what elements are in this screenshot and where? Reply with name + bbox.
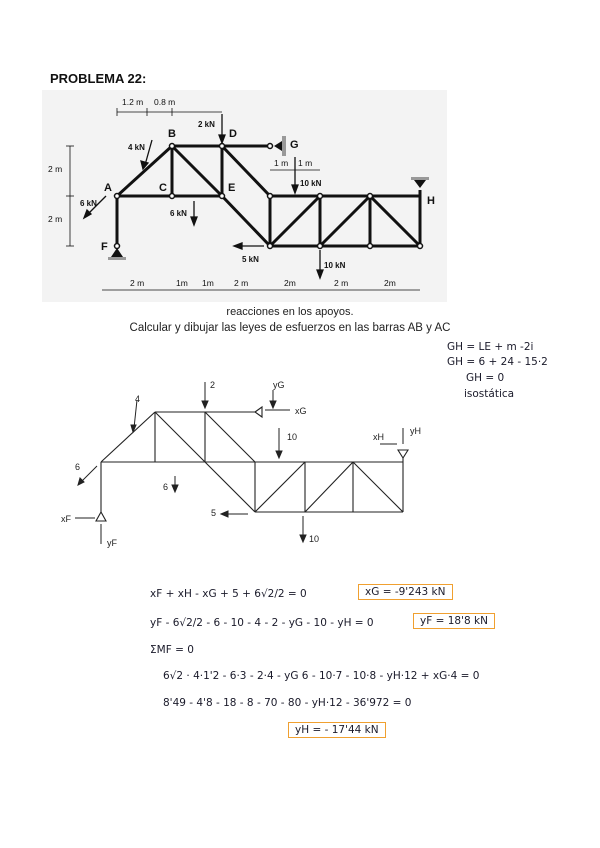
truss-figure bbox=[42, 90, 447, 302]
dim-label: 2m bbox=[284, 278, 296, 288]
dim-label: 0.8 m bbox=[154, 97, 176, 107]
note-isostatic: isostática bbox=[464, 388, 515, 400]
node-label: H bbox=[427, 195, 435, 207]
equation-moment-expanded: 6√2 · 4·1'2 - 6·3 - 2·4 - yG 6 - 10·7 - 10·8 - yH·12 + xG·4 = 0 bbox=[163, 670, 480, 682]
node-label: C bbox=[159, 182, 167, 194]
sketch-label: 6 bbox=[163, 482, 169, 492]
note-formula: GH = LE + m -2i bbox=[447, 341, 534, 353]
subtitle-task: Calcular y dibujar las leyes de esfuerzos en las barras AB y AC bbox=[129, 322, 451, 334]
note-result: GH = 0 bbox=[466, 372, 505, 384]
node-label: B bbox=[168, 128, 176, 140]
truss-sketch bbox=[55, 378, 435, 550]
subtitle-reactions: reacciones en los apoyos. bbox=[226, 306, 354, 318]
equation-sum-y: yF - 6√2/2 - 6 - 10 - 4 - 2 - yG - 10 - yH = 0 bbox=[150, 617, 374, 629]
node-label: F bbox=[101, 241, 108, 253]
dim-label: 1m bbox=[202, 278, 214, 288]
node-label: E bbox=[228, 182, 236, 194]
dim-label: 2 m bbox=[48, 214, 63, 224]
sketch-label: yG bbox=[273, 380, 285, 390]
equation-moment-F: ΣMF = 0 bbox=[150, 644, 194, 656]
dim-label: 2m bbox=[384, 278, 396, 288]
sketch-label: yH bbox=[410, 426, 421, 436]
node-label: A bbox=[104, 182, 112, 194]
load-label: 4 kN bbox=[128, 143, 145, 152]
dim-label: 1.2 m bbox=[122, 97, 144, 107]
note-substitution: GH = 6 + 24 - 15·2 bbox=[447, 356, 548, 368]
sketch-label: 10 bbox=[309, 534, 320, 544]
result-xG: xG = -9'243 kN bbox=[358, 584, 453, 600]
dim-label: 2 m bbox=[48, 164, 63, 174]
result-yF: yF = 18'8 kN bbox=[413, 613, 495, 629]
load-label: 5 kN bbox=[242, 255, 259, 264]
load-label: 10 kN bbox=[324, 261, 346, 270]
load-label: 2 kN bbox=[198, 120, 215, 129]
sketch-label: xF bbox=[61, 514, 71, 524]
problem-title: PROBLEMA 22: bbox=[50, 71, 147, 86]
equation-moment-numeric: 8'49 - 4'8 - 18 - 8 - 70 - 80 - yH·12 - 36'972 = 0 bbox=[163, 697, 412, 709]
node-label: G bbox=[290, 139, 299, 151]
dim-label: 2 m bbox=[334, 278, 349, 288]
dim-label: 1 m bbox=[298, 158, 313, 168]
sketch-label: xH bbox=[373, 432, 384, 442]
equation-sum-x: xF + xH - xG + 5 + 6√2/2 = 0 bbox=[150, 588, 307, 600]
sketch-label: 5 bbox=[211, 508, 217, 518]
sketch-label: yF bbox=[107, 538, 117, 548]
sketch-label: 2 bbox=[210, 380, 216, 390]
dim-label: 1m bbox=[176, 278, 188, 288]
dim-label: 2 m bbox=[130, 278, 145, 288]
sketch-label: 4 bbox=[135, 394, 141, 404]
sketch-label: xG bbox=[295, 406, 307, 416]
sketch-label: 10 bbox=[287, 432, 298, 442]
load-label: 6 kN bbox=[80, 199, 97, 208]
result-yH: yH = - 17'44 kN bbox=[288, 722, 386, 738]
dim-label: 1 m bbox=[274, 158, 289, 168]
load-label: 10 kN bbox=[300, 179, 322, 188]
sketch-label: 6 bbox=[75, 462, 81, 472]
node-label: D bbox=[229, 128, 237, 140]
load-label: 6 kN bbox=[170, 209, 187, 218]
dim-label: 2 m bbox=[234, 278, 249, 288]
